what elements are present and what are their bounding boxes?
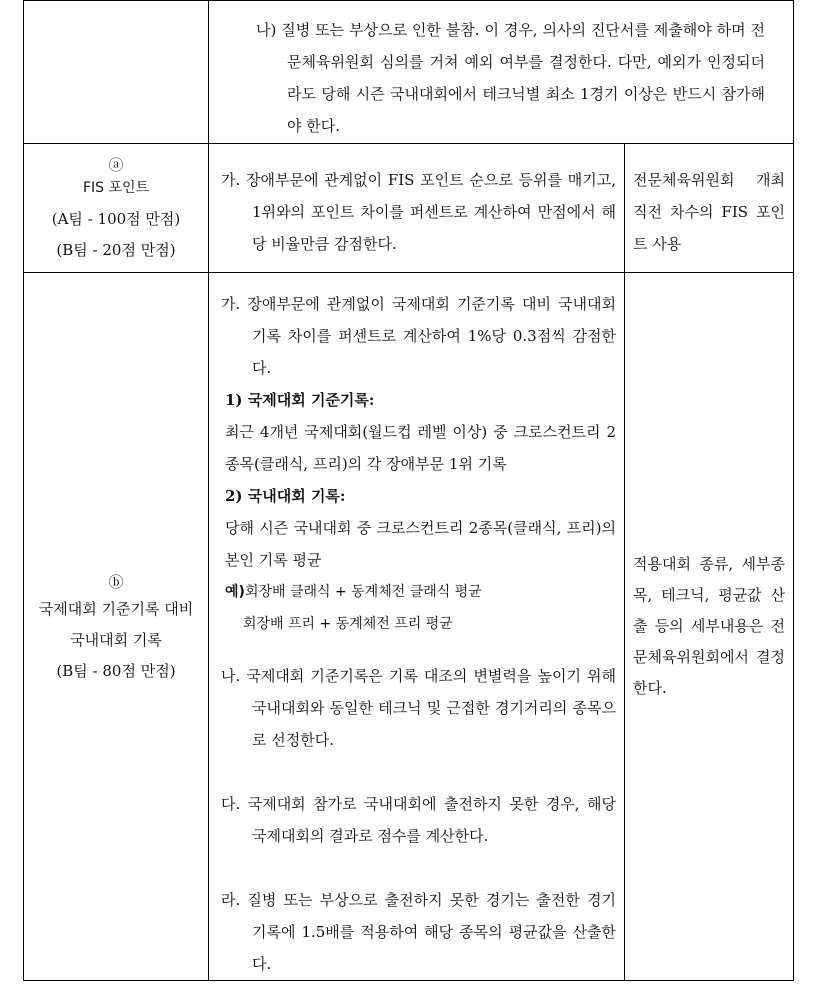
a-team-score: (A팀 - 100점 만점) (51, 210, 181, 228)
criterion-cell-record (24, 273, 209, 981)
sub2-text: 당해 시즌 국내대회 중 크로스컨트리 2종목(클래식, 프리)의 본인 기록 평균 (225, 519, 616, 569)
sub2-title: 2) 국내대회 기록: (225, 487, 346, 505)
criterion-title-line2: 국내대회 기록 (70, 630, 162, 649)
item-da-international: 다. 국제대회 참가로 국내대회에 출전하지 못한 경우, 해당 국제대회의 결과로 점수를 계산한다. (221, 795, 616, 845)
table-row (24, 273, 794, 981)
item-ra-injury: 라. 질병 또는 부상으로 출전하지 못한 경기는 출전한 경기 기록에 1.5배를 적용하여 해당 종목의 평균값을 산출한다. (221, 891, 616, 973)
content-cell (209, 144, 625, 273)
content-cell (209, 1, 794, 144)
example1-text: 회장배 클래식 + 동계체전 클래식 평균 (244, 584, 482, 600)
empty-cell (24, 1, 209, 144)
note-cell (625, 273, 794, 981)
b-team-score: (B팀 - 80점 만점) (56, 661, 176, 680)
regulation-table (23, 0, 794, 981)
criterion-title-line1: 국제대회 기준기록 대비 (38, 599, 194, 618)
table-row (24, 144, 794, 273)
item-na-disease-absence: 나) 질병 또는 부상으로 인한 불참. 이 경우, 의사의 진단서를 제출해야 하며 전문체육위원회 심의를 거쳐 예외 여부를 결정한다. 다만, 예외가 인정되더라도 당해 시즌 국내대회에서 테크닉별 최소 1경기 이상은 반드시 참가해야 한다. (256, 21, 766, 135)
example-label: 예) (225, 584, 245, 600)
example2-text: 회장배 프리 + 동계체전 프리 평균 (243, 616, 453, 632)
note-record: 적용대회 종류, 세부종목, 테크닉, 평균값 산출 등의 세부내용은 전문체육위원회에서 결정한다. (633, 555, 786, 697)
item-ga-record-diff: 가. 장애부문에 관계없이 국제대회 기준기록 대비 국내대회 기록 차이를 퍼센트로 계산하여 1%당 0.3점씩 감점한다. (221, 295, 616, 377)
note-fis: 전문체육위원회 개최 직전 차수의 FIS 포인트 사용 (633, 171, 786, 253)
example-line1 (221, 576, 616, 608)
item-ga-fis-ranking: 가. 장애부문에 관계없이 FIS 포인트 순으로 등위를 매기고, 1위와의 포인트 차이를 퍼센트로 계산하여 만점에서 해당 비율만큼 감점한다. (221, 171, 616, 253)
content-cell (209, 273, 625, 981)
marker-b: ⓑ (108, 572, 124, 591)
criterion-cell-fis (24, 144, 209, 273)
sub1-text: 최근 4개년 국제대회(월드컵 레벨 이상) 중 크로스컨트리 2종목(클래식, 프리)의 각 장애부문 1위 기록 (225, 423, 616, 473)
marker-a: ⓐ (108, 156, 124, 174)
table-row (24, 1, 794, 144)
b-team-score: (B팀 - 20점 만점) (56, 241, 176, 259)
sub1-title: 1) 국제대회 기준기록: (225, 391, 375, 409)
criterion-title: FIS 포인트 (82, 180, 150, 196)
note-cell (625, 144, 794, 273)
item-na-selection: 나. 국제대회 기준기록은 기록 대조의 변별력을 높이기 위해 국내대회와 동일한 테크닉 및 근접한 경기거리의 종목으로 선정한다. (221, 667, 616, 749)
